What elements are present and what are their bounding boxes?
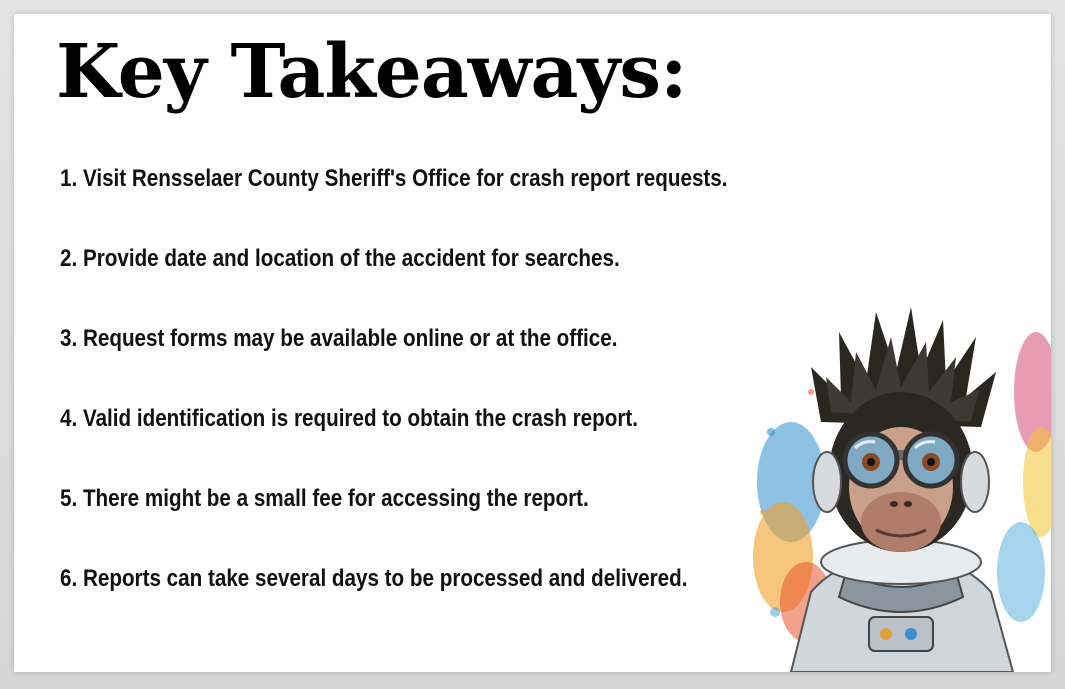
takeaways-list xyxy=(60,164,836,644)
list-item: 1. Visit Rensselaer County Sheriff's Office for crash report requests. xyxy=(60,165,728,192)
list-item: 4. Valid identification is required to obtain the crash report. xyxy=(60,405,639,432)
list-item: 3. Request forms may be available online or at the office. xyxy=(60,325,618,352)
page-title: Key Takeaways: xyxy=(56,29,687,115)
list-item: 2. Provide date and location of the accident for searches. xyxy=(60,245,620,272)
list-item: 6. Reports can take several days to be processed and delivered. xyxy=(60,565,688,592)
monkey-astronaut-icon xyxy=(751,272,1051,672)
takeaways-card xyxy=(14,14,1051,672)
list-item: 5. There might be a small fee for accessing the report. xyxy=(60,485,589,512)
